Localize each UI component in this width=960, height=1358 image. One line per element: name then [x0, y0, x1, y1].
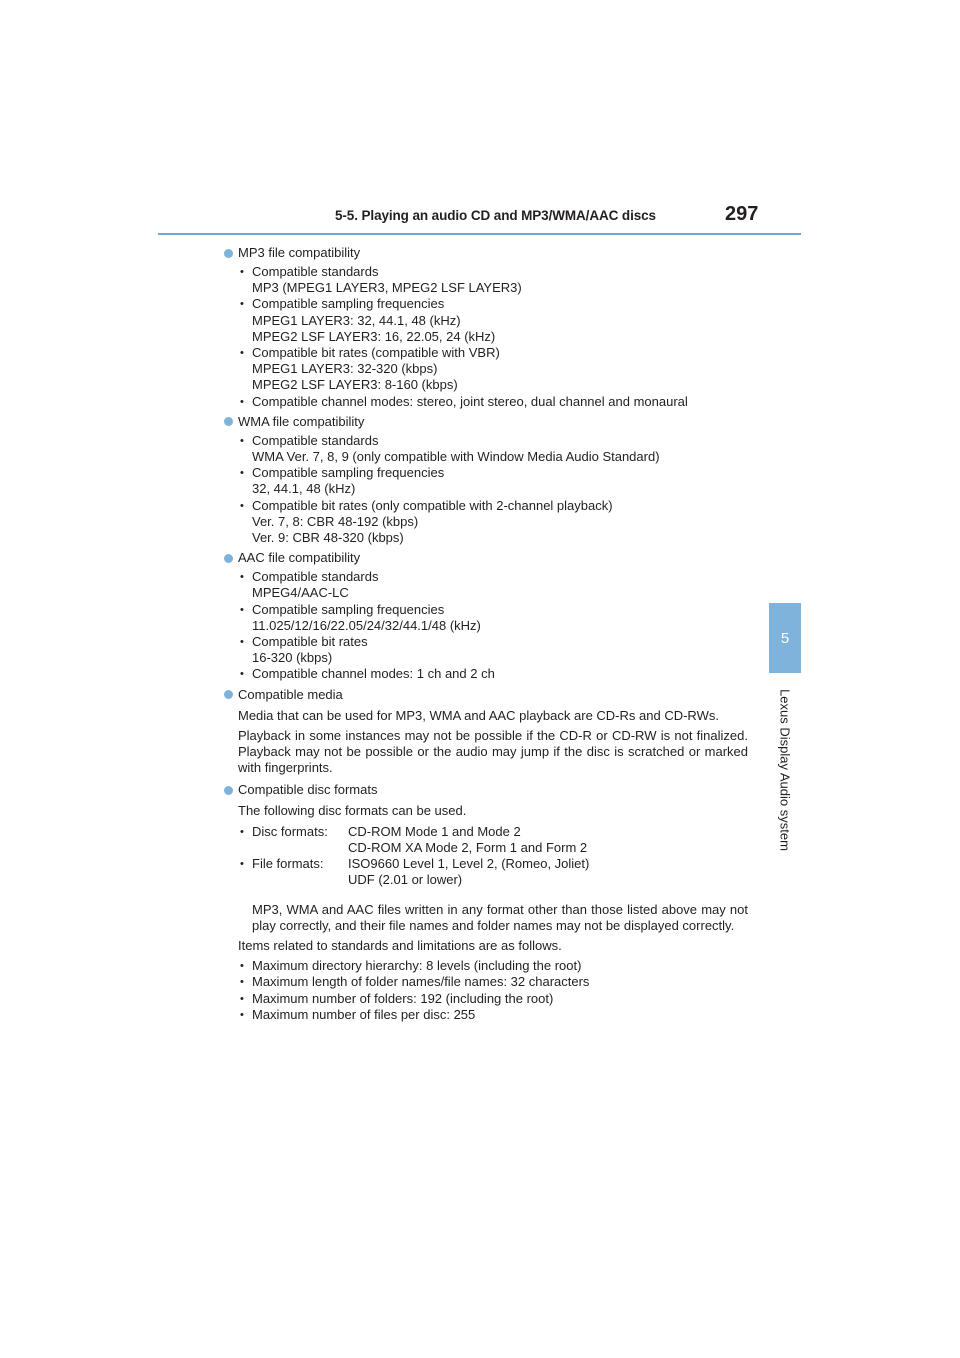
mp3-heading-text: MP3 file compatibility — [238, 244, 361, 260]
file-formats-label: • File formats: — [252, 856, 324, 872]
item-line: WMA Ver. 7, 8, 9 (only compatible with Window Media Audio Standard) — [252, 449, 660, 465]
list-item: • Maximum length of folder names/file names: 32 characters — [238, 974, 748, 990]
list-item — [238, 602, 748, 634]
bullet-dot-icon — [224, 690, 233, 699]
formats-note: MP3, WMA and AAC files written in any format other than those listed above may not play correctly, and their file names and folder names may not be displayed correctly. — [252, 901, 748, 933]
item-label: Compatible standards — [252, 569, 379, 585]
page-number: 297 — [725, 203, 759, 225]
formats-section — [224, 780, 748, 1022]
item-line: MPEG2 LSF LAYER3: 8-160 (kbps) — [252, 377, 458, 393]
media-paragraph: Playback in some instances may not be possible if the CD-R or CD-RW is not finalized. Playback may not be possible or the audio may jump if the disc is scratched or marked with fingerprints. — [238, 727, 748, 776]
aac-list — [238, 569, 748, 682]
list-item — [238, 498, 748, 547]
aac-section — [224, 548, 748, 682]
list-item: • Maximum number of files per disc: 255 — [238, 1007, 748, 1023]
list-item — [238, 465, 748, 497]
item-line: MPEG1 LAYER3: 32-320 (kbps) — [252, 361, 438, 377]
mp3-heading — [224, 243, 748, 263]
file-format-value: ISO9660 Level 1, Level 2, (Romeo, Joliet) — [348, 856, 590, 872]
media-heading-text: Compatible media — [238, 686, 343, 702]
limits-intro: Items related to standards and limitations are as follows. — [238, 937, 562, 953]
list-item — [238, 824, 748, 856]
list-item — [238, 433, 748, 465]
list-item: • Maximum number of folders: 192 (including the root) — [238, 991, 748, 1007]
bullet-dot-icon — [224, 554, 233, 563]
wma-heading-text: WMA file compatibility — [238, 413, 365, 429]
item-label: Compatible channel modes: stereo, joint stereo, dual channel and monaural — [252, 393, 688, 409]
item-line: MPEG4/AAC-LC — [252, 585, 349, 601]
item-label: Compatible bit rates (compatible with VBR) — [252, 345, 500, 361]
list-item — [238, 264, 748, 296]
item-label: Compatible sampling frequencies — [252, 601, 445, 617]
item-label: Compatible channel modes: 1 ch and 2 ch — [252, 666, 495, 682]
bullet-dot-icon — [224, 417, 233, 426]
list-item — [238, 296, 748, 345]
item-line: MPEG2 LSF LAYER3: 16, 22.05, 24 (kHz) — [252, 328, 496, 344]
mp3-list — [238, 264, 748, 410]
item-line: Ver. 7, 8: CBR 48-192 (kbps) — [252, 513, 419, 529]
list-item: • Maximum directory hierarchy: 8 levels (including the root) — [238, 958, 748, 974]
item-line: Ver. 9: CBR 48-320 (kbps) — [252, 530, 404, 546]
bullet-dot-icon — [224, 786, 233, 795]
item-label: Compatible standards — [252, 264, 379, 279]
wma-list — [238, 433, 748, 546]
list-item — [238, 634, 748, 666]
item-line: 32, 44.1, 48 (kHz) — [252, 481, 356, 497]
file-format-value: UDF (2.01 or lower) — [348, 872, 463, 888]
media-paragraph: Media that can be used for MP3, WMA and AAC playback are CD-Rs and CD-RWs. — [238, 707, 719, 723]
list-item — [238, 345, 748, 394]
aac-heading — [224, 548, 748, 568]
formats-heading-text: Compatible disc formats — [238, 782, 378, 798]
page-header-title: 5-5. Playing an audio CD and MP3/WMA/AAC discs — [335, 208, 656, 223]
chapter-tab — [769, 603, 801, 673]
wma-heading — [224, 412, 748, 432]
chapter-number: 5 — [780, 629, 790, 647]
formats-heading — [224, 780, 748, 800]
disc-format-value: CD-ROM XA Mode 2, Form 1 and Form 2 — [348, 839, 588, 855]
item-label: Compatible bit rates (only compatible with 2-channel playback) — [252, 497, 613, 513]
media-heading — [224, 685, 748, 705]
item-line: 11.025/12/16/22.05/24/32/44.1/48 (kHz) — [252, 617, 481, 633]
header-rule — [158, 233, 801, 235]
aac-heading-text: AAC file compatibility — [238, 550, 361, 566]
item-label: Compatible bit rates — [252, 634, 368, 650]
chapter-side-label: Lexus Display Audio system — [777, 689, 793, 851]
disc-format-value: CD-ROM Mode 1 and Mode 2 — [348, 823, 521, 839]
mp3-section — [224, 243, 748, 410]
bullet-dot-icon — [224, 249, 233, 258]
item-line: MPEG1 LAYER3: 32, 44.1, 48 (kHz) — [252, 312, 461, 328]
item-label: Compatible sampling frequencies — [252, 465, 445, 481]
main-content — [224, 243, 748, 1025]
list-item — [238, 856, 748, 888]
wma-section — [224, 412, 748, 546]
formats-list — [238, 824, 748, 889]
item-line: MP3 (MPEG1 LAYER3, MPEG2 LSF LAYER3) — [252, 280, 522, 296]
list-item — [238, 569, 748, 601]
disc-formats-label: • Disc formats: — [252, 823, 328, 839]
item-line: 16-320 (kbps) — [252, 650, 333, 666]
formats-intro: The following disc formats can be used. — [238, 803, 467, 819]
limits-list — [238, 958, 748, 1023]
list-item — [238, 666, 748, 682]
list-item — [238, 394, 748, 410]
item-label: Compatible sampling frequencies — [252, 296, 445, 312]
item-label: Compatible standards — [252, 432, 379, 448]
media-section — [224, 685, 748, 777]
